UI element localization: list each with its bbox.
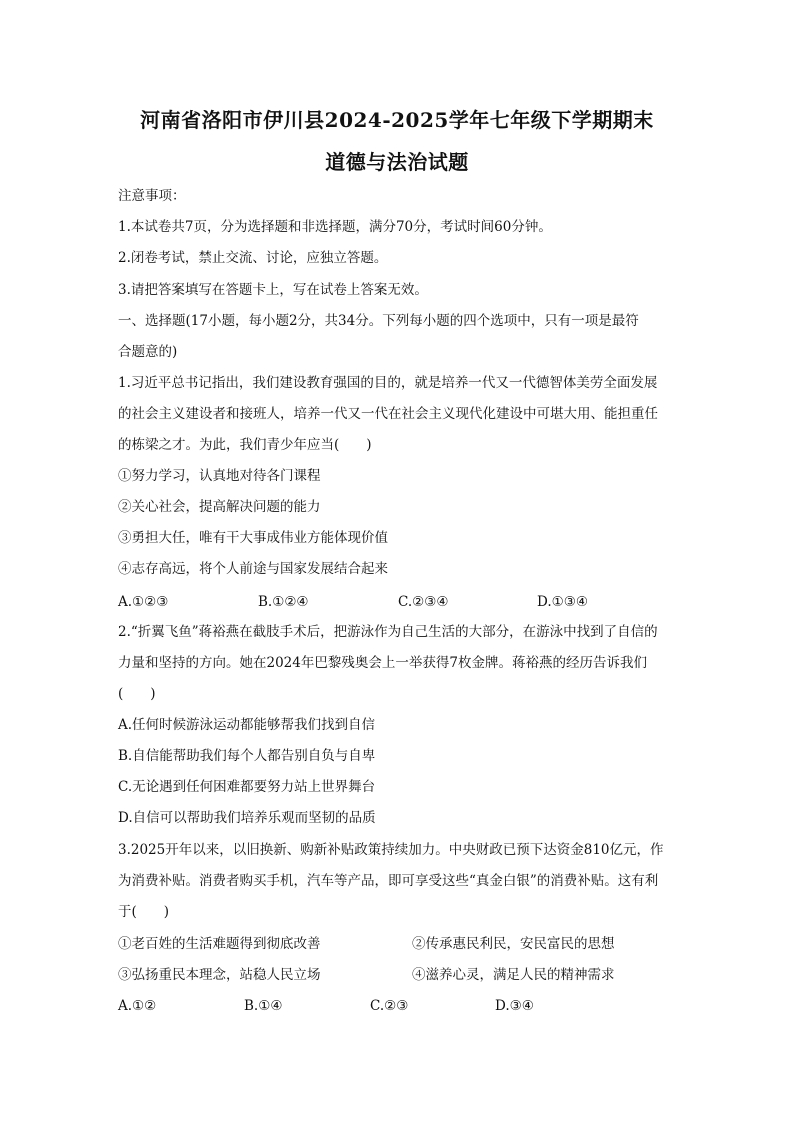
q3-option-a: A.①② [118,998,157,1014]
q2-option-b: B.自信能帮助我们每个人都告别自负与自卑 [118,748,376,764]
q3-option-d: D.③④ [495,998,534,1014]
notes-heading: 注意事项： [118,188,186,204]
q2-stem: 2.“折翼飞鱼”蒋裕燕在截肢手术后，把游泳作为自己生活的大部分，在游泳中找到了自信的 [118,624,658,640]
note-item: 2.闭卷考试，禁止交流、讨论，应独立答题。 [118,250,388,266]
q3-statement: ①老百姓的生活难题得到彻底改善 [118,936,321,952]
q2-option-c: C.无论遇到任何困难都要努力站上世界舞台 [118,779,376,795]
q1-statement: ④志存高远，将个人前途与国家发展结合起来 [118,561,388,577]
q3-stem: 于( ) [118,904,170,920]
q3-statement: ③弘扬重民本理念，站稳人民立场 [118,967,321,983]
q1-option-c: C.②③④ [398,594,449,610]
section-heading: 一、选择题(17小题，每小题2分，共34分。下列每小题的四个选项中，只有一项是最符 [118,313,639,329]
q2-option-d: D.自信可以帮助我们培养乐观而坚韧的品质 [118,810,376,826]
q2-option-a: A.任何时候游泳运动都能够帮我们找到自信 [118,717,376,733]
q2-stem: 力量和坚持的方向。她在2024年巴黎残奥会上一举获得7枚金牌。蒋裕燕的经历告诉我们 [118,655,647,671]
note-item: 1.本试卷共7页，分为选择题和非选择题，满分70分，考试时间60分钟。 [118,219,552,235]
q3-option-c: C.②③ [370,998,409,1014]
q1-statement: ①努力学习，认真地对待各门课程 [118,468,321,484]
q1-option-b: B.①②④ [258,594,309,610]
section-heading-cont: 合题意的) [118,344,178,360]
q3-option-b: B.①④ [244,998,283,1014]
q1-statement: ②关心社会，提高解决问题的能力 [118,499,321,515]
q2-stem: ( ) [118,686,156,702]
note-item: 3.请把答案填写在答题卡上，写在试卷上答案无效。 [118,282,428,298]
q1-option-a: A.①②③ [118,594,169,610]
q1-statement: ③勇担大任，唯有干大事成伟业方能体现价值 [118,530,388,546]
q1-option-d: D.①③④ [537,594,588,610]
q3-stem: 3.2025开年以来，以旧换新、购新补贴政策持续加力。中央财政已预下达资金810亿元，作 [118,842,664,858]
q1-stem: 的社会主义建设者和接班人，培养一代又一代在社会主义现代化建设中可堪大用、能担重任 [118,406,658,422]
q3-statement: ④滋养心灵，满足人民的精神需求 [412,967,615,983]
exam-title: 河南省洛阳市伊川县2024-2025学年七年级下学期期末 [140,108,654,132]
q1-stem: 1.习近平总书记指出，我们建设教育强国的目的，就是培养一代又一代德智体美劳全面发展 [118,375,658,391]
exam-subject-title: 道德与法治试题 [325,150,469,174]
q3-statement: ②传承惠民利民，安民富民的思想 [412,936,615,952]
q3-stem: 为消费补贴。消费者购买手机，汽车等产品，即可享受这些“真金白银”的消费补贴。这有利 [118,873,659,889]
q1-stem: 的栋梁之才。为此，我们青少年应当( ) [118,437,372,453]
